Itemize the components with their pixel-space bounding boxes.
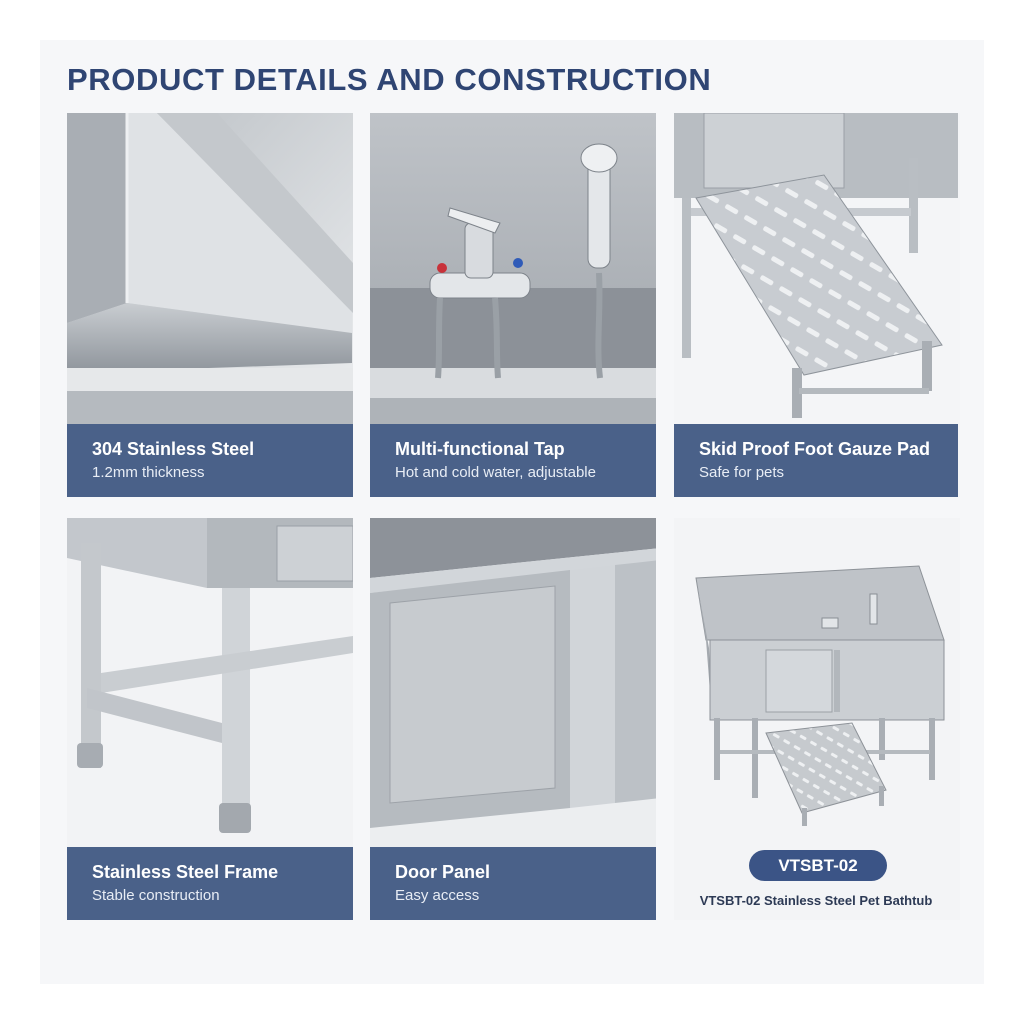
card-title: Stainless Steel Frame (92, 862, 279, 882)
sink-corner-photo (67, 113, 353, 424)
product-caption: VTSBT-02 Stainless Steel Pet Bathtub (699, 893, 933, 908)
card-subtitle: 1.2mm thickness (92, 464, 205, 481)
card-title: Multi-functional Tap (395, 439, 565, 459)
faucet-photo (370, 113, 656, 424)
card-title: 304 Stainless Steel (92, 439, 255, 459)
card-door-panel (370, 518, 656, 920)
card-tap (370, 113, 656, 497)
card-caption (370, 424, 656, 497)
card-title: Door Panel (395, 862, 491, 882)
card-subtitle: Stable construction (92, 887, 220, 904)
card-stainless-steel (67, 113, 353, 497)
pet-bathtub-photo (674, 518, 958, 838)
card-subtitle: Easy access (395, 887, 480, 904)
card-subtitle: Hot and cold water, adjustable (395, 464, 596, 481)
card-title: Skid Proof Foot Gauze Pad (699, 439, 931, 459)
model-badge: VTSBT-02 (749, 850, 887, 881)
card-foot-pad (674, 113, 960, 497)
card-subtitle: Safe for pets (699, 464, 785, 481)
card-caption (674, 424, 958, 497)
page-title: PRODUCT DETAILS AND CONSTRUCTION (67, 62, 712, 97)
card-caption (370, 847, 656, 920)
card-frame (67, 518, 353, 920)
card-caption (67, 424, 353, 497)
frame-legs-photo (67, 518, 353, 847)
door-panel-photo (370, 518, 656, 847)
foot-ramp-photo (674, 113, 958, 424)
card-caption (67, 847, 353, 920)
